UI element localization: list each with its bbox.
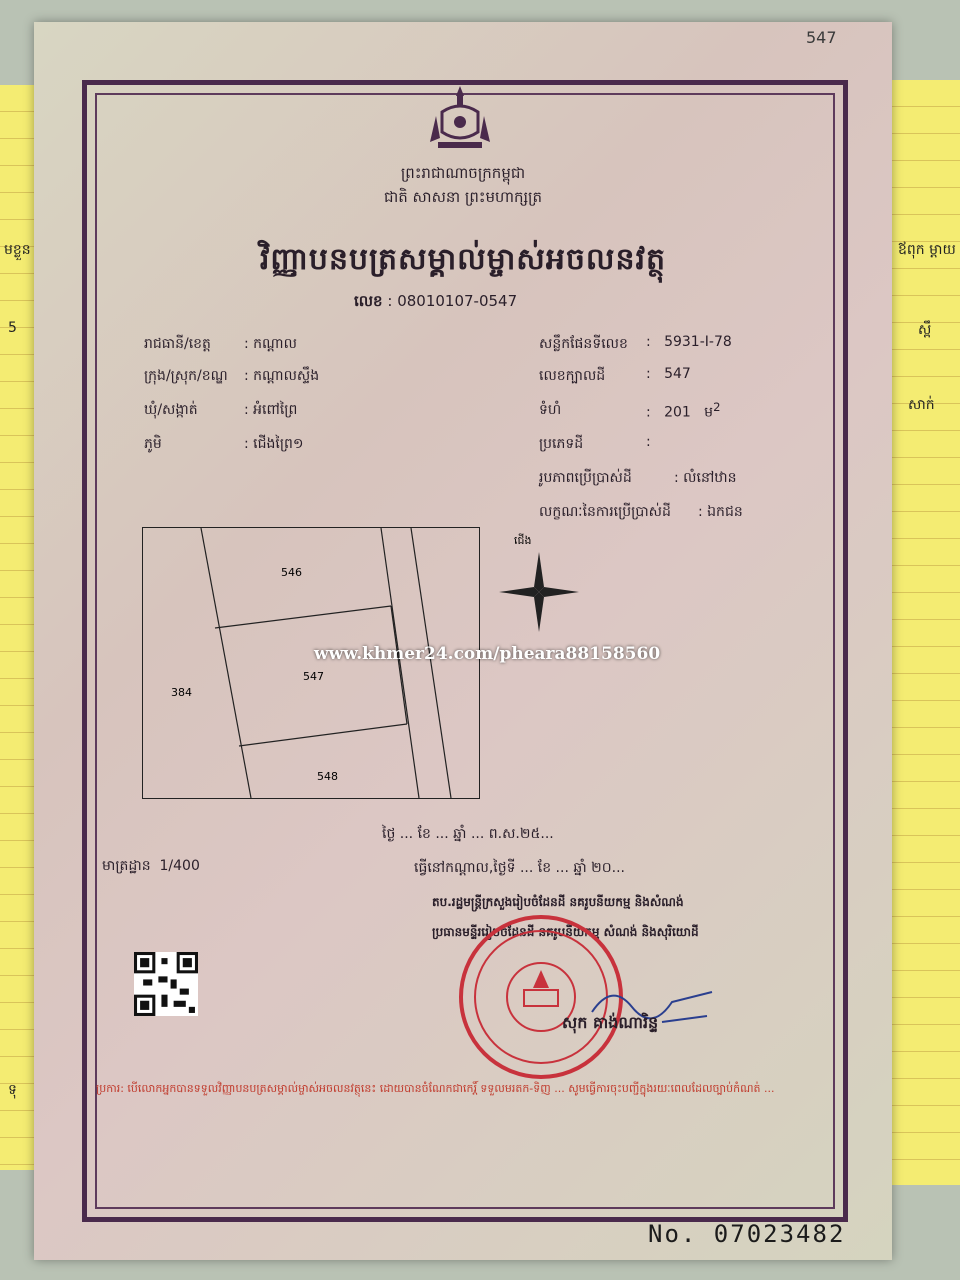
field-mapsheet-value: : 5931-I-78: [646, 334, 732, 350]
field-landuse-value: : លំនៅឋាន: [674, 470, 737, 486]
handwritten-number: 547: [806, 28, 837, 47]
number-value: 08010107-0547: [397, 292, 518, 310]
certificate-title: វិញ្ញាបនបត្រសម្គាល់ម្ចាស់អចលនវត្ថុ: [259, 242, 667, 277]
field-commune-value: : អំពៅព្រៃ: [244, 402, 298, 418]
royal-crest-icon: [420, 82, 500, 162]
number-label: លេខ: [354, 292, 383, 310]
side-text-right-1: ឪពុក ម្ដាយ: [898, 242, 956, 258]
parcel-label-548: 548: [317, 770, 338, 783]
qr-code: [134, 952, 198, 1016]
signatory-line-2: ប្រធានមន្ទីររៀបចំដែនដី នគរូបនីយកម្ម សំណង់ និងសុរិយោដី: [432, 925, 699, 939]
side-text-right-3: សាក់: [908, 397, 935, 413]
field-commune-label: ឃុំ/សង្កាត់: [144, 402, 198, 418]
field-village-value: : ជើងព្រៃ១: [244, 436, 304, 452]
certificate-page: [34, 22, 892, 1260]
field-district-value: : កណ្ដាលស្ទឹង: [244, 368, 320, 384]
north-label: ជើង: [514, 534, 532, 547]
side-text-right-2: ស្ពឹ: [918, 322, 932, 338]
notice-text: ប្រការ: បើលោកអ្នកបានទទួលវិញ្ញាបនបត្រសម្គាល់ម្ចាស់អចលនវត្ថុនេះ ដោយបានចំណែកជាកេរ្តិ៍ ទទួលមរតក-ទិញ ... សូមធ្វើការចុះបញ្ជីក្នុងរយៈពេលដែលច្បាប់កំណត់ ...: [96, 1082, 775, 1095]
field-area-label: ទំហំ: [539, 402, 562, 418]
parcel-label-547: 547: [303, 670, 324, 683]
signatory-line-1: តប.រដ្ឋមន្ត្រីក្រសួងរៀបចំដែនដី នគរូបនីយកម្ម និងសំណង់: [432, 895, 684, 909]
field-usetype-label: លក្ខណៈនៃការប្រើប្រាស់ដី: [539, 504, 671, 520]
field-province-label: រាជធានី/ខេត្ត: [144, 336, 211, 352]
signatory-name: សុក គាង់ណារិន្ទ: [562, 1013, 659, 1032]
parcel-label-546: 546: [281, 566, 302, 579]
watermark-text: www.khmer24.com/pheara88158560: [314, 644, 661, 664]
field-landuse-label: រូបភាពប្រើប្រាស់ដី: [539, 470, 632, 486]
side-text-left-2: 5: [8, 320, 17, 336]
field-village-label: ភូមិ: [144, 436, 162, 452]
issue-date-line: ធ្វើនៅកណ្ដាល,ថ្ងៃទី ... ខែ ... ឆ្នាំ ២០...: [414, 860, 625, 876]
field-province-value: : កណ្ដាល: [244, 336, 297, 352]
kingdom-line: ព្រះរាជាណាចក្រកម្ពុជា: [400, 164, 526, 182]
field-mapsheet-label: សន្លឹកផែនទីលេខ: [539, 336, 628, 352]
field-district-label: ក្រុង/ស្រុក/ខណ្ឌ: [144, 368, 228, 384]
lunar-date-line: ថ្ងៃ ... ខែ ... ឆ្នាំ ... ព.ស.២៥...: [382, 826, 554, 842]
parcel-label-384: 384: [171, 686, 192, 699]
field-area-value: : 201 ម$^2$: [646, 400, 721, 421]
side-text-left-1: មខ្លួន: [4, 242, 31, 258]
serial-number: No. 07023482: [648, 1220, 846, 1248]
scale-line: មាត្រដ្ឋាន 1/400: [102, 858, 200, 874]
field-parcel-value: : 547: [646, 366, 691, 382]
field-landtype-label: ប្រភេទដី: [539, 436, 584, 452]
motto-line: ជាតិ សាសនា ព្រះមហាក្សត្រ: [383, 188, 543, 206]
compass-icon: [499, 552, 579, 632]
certificate-number: លេខ : 08010107-0547: [354, 292, 518, 310]
field-parcel-label: លេខក្បាលដី: [539, 368, 606, 384]
field-usetype-value: : ឯកជន: [698, 504, 743, 520]
side-text-left-3: ទុ: [8, 1082, 17, 1098]
field-landtype-value: :: [646, 434, 651, 450]
